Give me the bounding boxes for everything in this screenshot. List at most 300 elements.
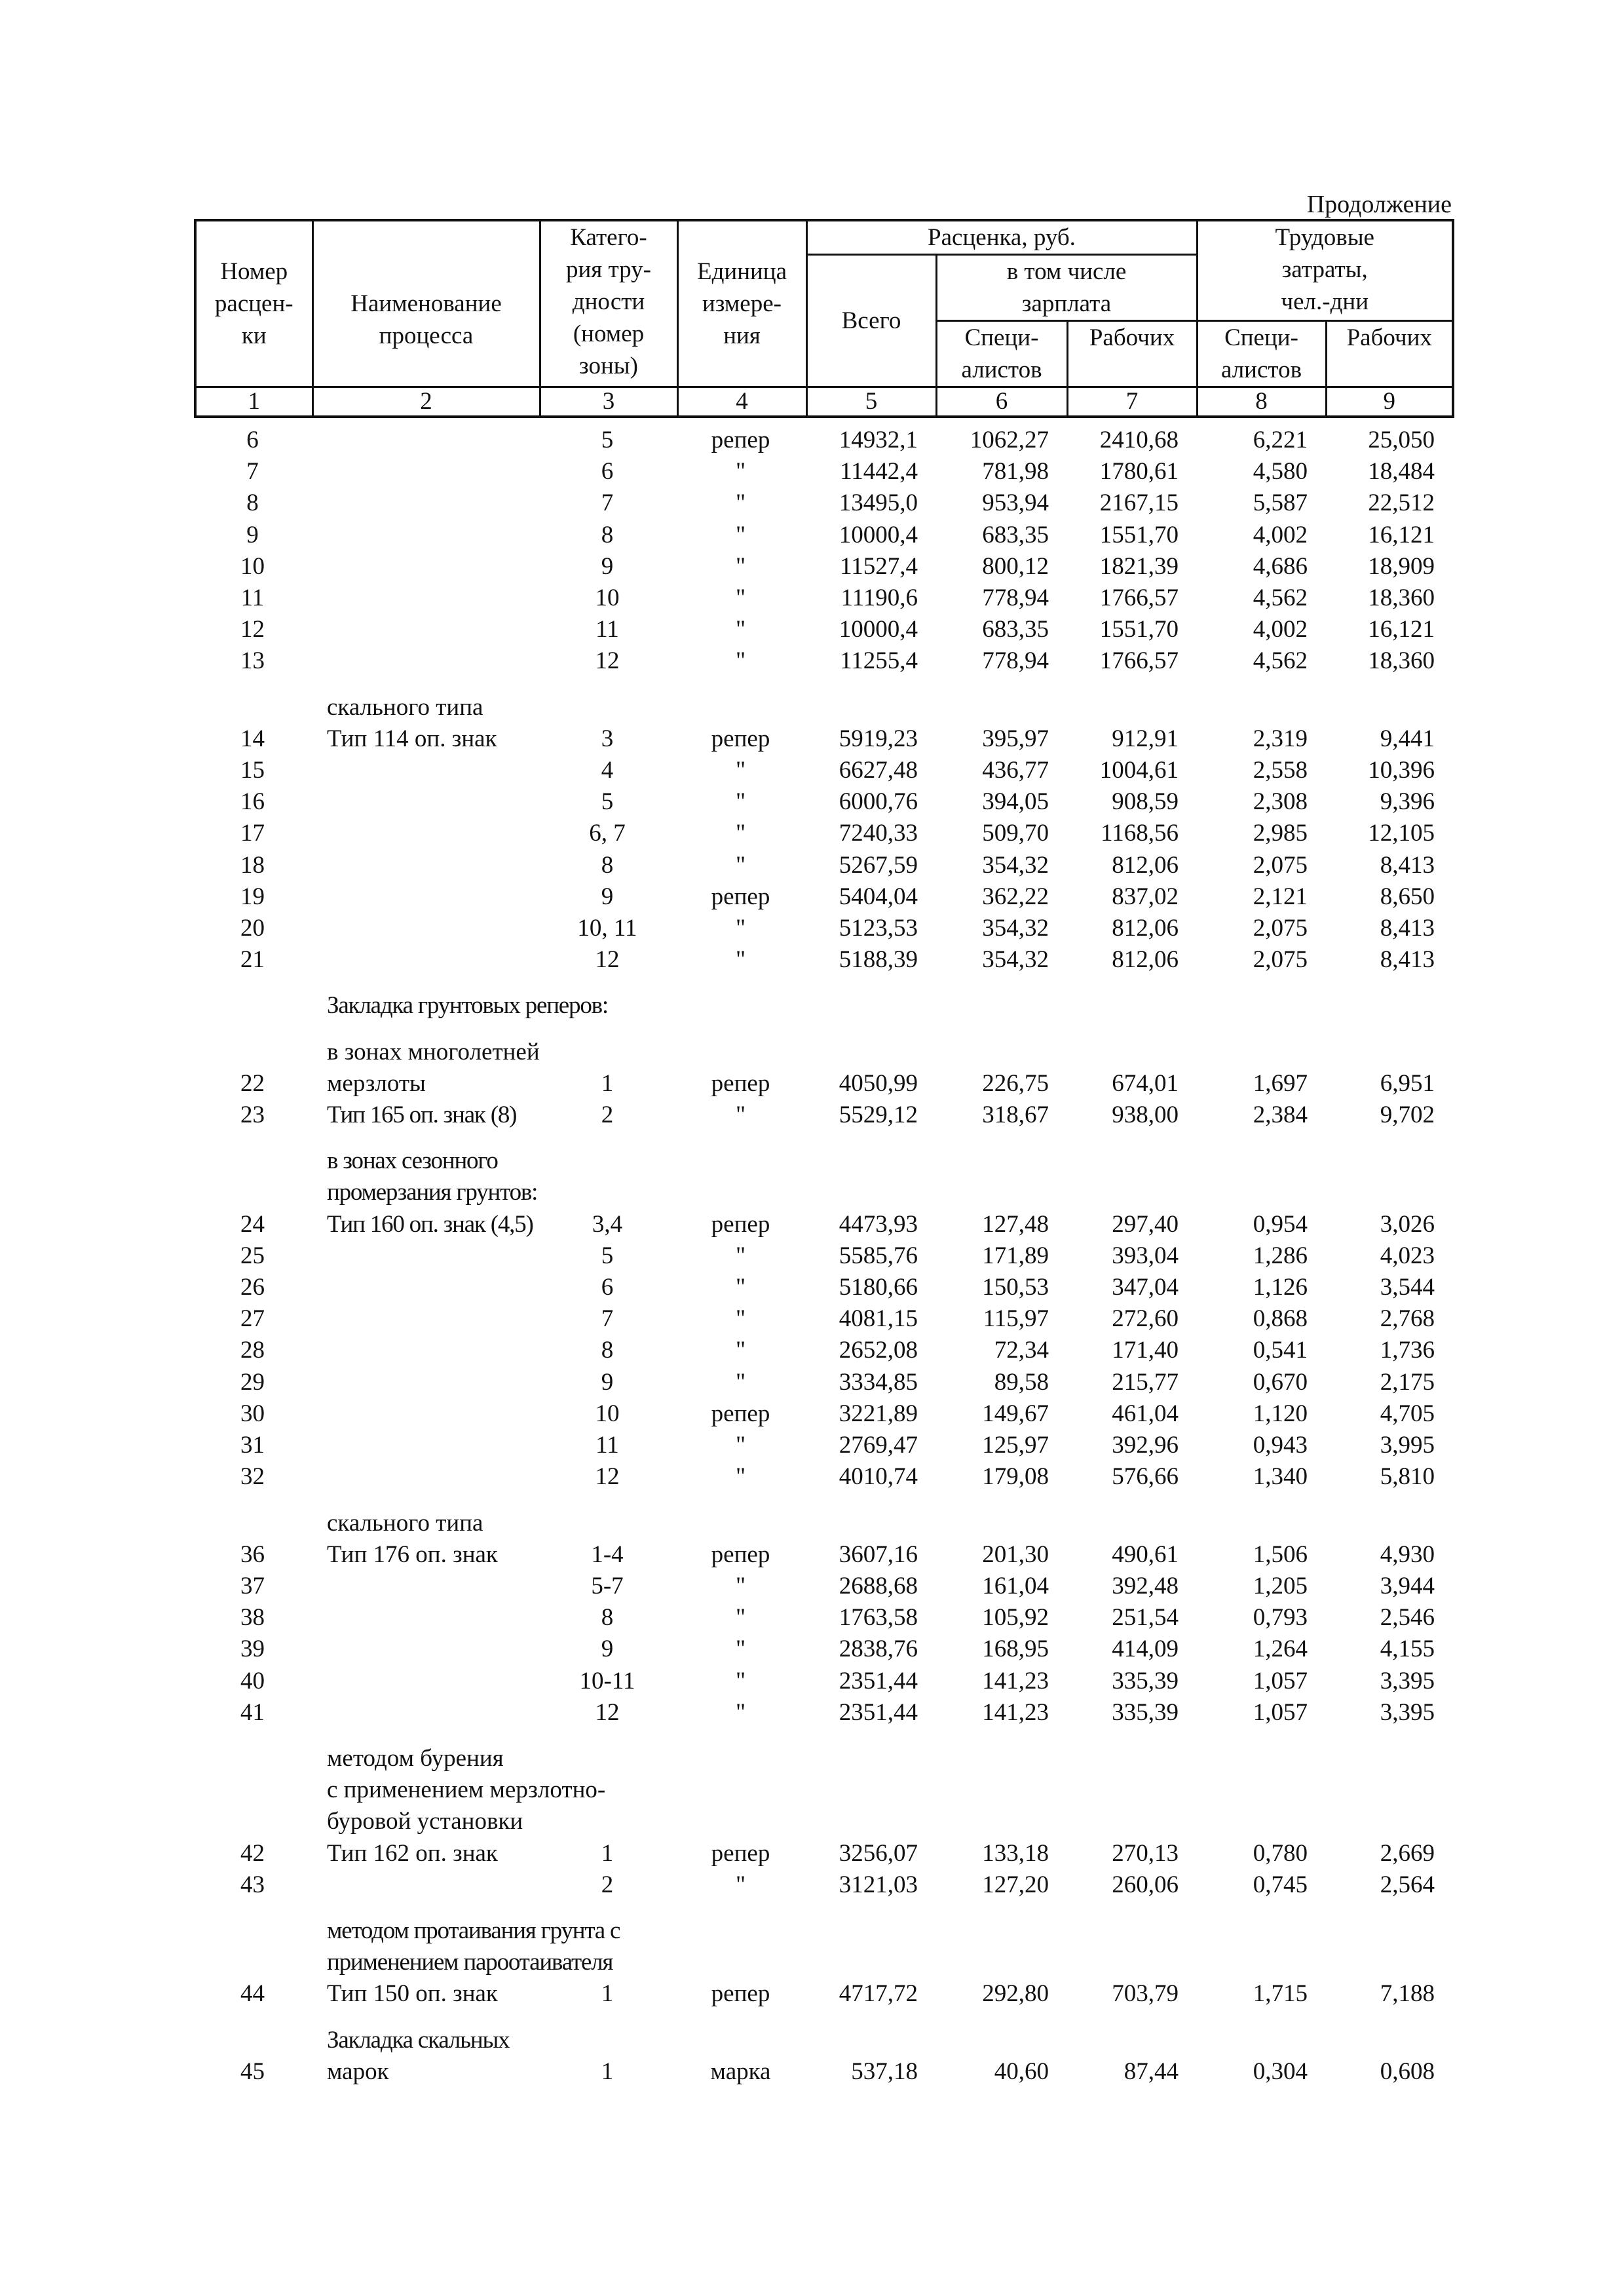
labor-specialists: 4,562: [1253, 584, 1308, 612]
wage-workers: 837,02: [1112, 883, 1179, 910]
rate-number: 16: [240, 788, 265, 816]
wage-workers: 490,61: [1112, 1540, 1179, 1568]
unit-of-measure: ": [735, 647, 746, 675]
price-total: 3607,16: [839, 1540, 918, 1568]
labor-specialists: 0,541: [1253, 1337, 1308, 1364]
unit-of-measure: репер: [711, 427, 770, 453]
labor-specialists: 6,221: [1253, 427, 1308, 453]
page-content: [194, 190, 1452, 2088]
section-note: скального типа: [327, 693, 483, 721]
table-row: [194, 551, 1452, 583]
labor-workers: 12,105: [1368, 820, 1435, 847]
wage-workers: 461,04: [1112, 1400, 1179, 1427]
header-unit: Единица измере- ния: [677, 220, 806, 387]
process-name: Тип 160 оп. знак (4,5): [327, 1210, 533, 1238]
wage-workers: 703,79: [1112, 1980, 1179, 2008]
unit-of-measure: ": [735, 1698, 746, 1726]
colnum: 1: [195, 387, 312, 417]
wage-specialists: 362,22: [982, 883, 1049, 910]
process-name: Тип 165 оп. знак (8): [327, 1101, 517, 1129]
process-name: [311, 755, 538, 786]
process-name: [311, 1461, 538, 1493]
labor-workers: 18,909: [1368, 552, 1435, 580]
labor-workers: 7,188: [1380, 1980, 1435, 2008]
price-total: 2688,68: [839, 1572, 918, 1599]
wage-specialists: 171,89: [982, 1242, 1049, 1269]
difficulty-category: 7: [601, 489, 614, 517]
unit-of-measure: ": [735, 616, 746, 643]
unit-of-measure: ": [735, 1463, 746, 1491]
table-row: [194, 1398, 1452, 1430]
labor-workers: 9,396: [1380, 788, 1435, 816]
wage-specialists: 778,94: [982, 584, 1049, 612]
labor-workers: 18,484: [1368, 458, 1435, 486]
table-row: [194, 645, 1452, 677]
spacer-row: [194, 976, 1452, 990]
difficulty-category: 6: [601, 458, 614, 486]
spacer-row: [194, 2010, 1452, 2025]
wage-workers: 270,13: [1112, 1839, 1179, 1867]
labor-workers: 3,544: [1380, 1274, 1435, 1301]
price-total: 5404,04: [839, 883, 918, 910]
labor-specialists: 0,868: [1253, 1305, 1308, 1333]
price-total: 6627,48: [839, 757, 918, 784]
price-total: 2838,76: [839, 1636, 918, 1663]
wage-workers: 1551,70: [1099, 616, 1179, 643]
difficulty-category: 9: [601, 1368, 614, 1396]
labor-specialists: 1,506: [1253, 1540, 1308, 1568]
price-total: 11527,4: [840, 552, 918, 580]
difficulty-category: 2: [601, 1101, 614, 1129]
process-name: [311, 1571, 538, 1602]
labor-specialists: 1,120: [1253, 1400, 1308, 1427]
wage-workers: 2167,15: [1099, 489, 1179, 517]
table-row: [194, 456, 1452, 488]
labor-workers: 2,564: [1380, 1871, 1435, 1898]
unit-of-measure: ": [735, 1274, 746, 1301]
labor-workers: 22,512: [1368, 489, 1435, 517]
wage-specialists: 778,94: [982, 647, 1049, 675]
wage-workers: 1821,39: [1099, 552, 1179, 580]
price-total: 11442,4: [840, 458, 918, 486]
price-total: 4010,74: [839, 1463, 918, 1491]
rate-number: 23: [240, 1101, 265, 1129]
colnum: 8: [1197, 387, 1326, 417]
colnum: 6: [936, 387, 1067, 417]
wage-specialists: 292,80: [982, 1980, 1049, 2008]
labor-specialists: 2,121: [1253, 883, 1308, 910]
rate-number: 40: [240, 1667, 265, 1694]
wage-workers: 1168,56: [1101, 820, 1179, 847]
price-total: 3256,07: [839, 1839, 918, 1867]
table-row: [194, 786, 1452, 818]
labor-workers: 2,669: [1380, 1839, 1435, 1867]
labor-specialists: 2,558: [1253, 757, 1308, 784]
difficulty-category: 10: [595, 584, 620, 612]
difficulty-category: 9: [601, 1636, 614, 1663]
price-total: 3221,89: [839, 1400, 918, 1427]
table-row: [194, 1303, 1452, 1335]
wage-specialists: 781,98: [982, 458, 1049, 486]
wage-specialists: 89,58: [994, 1368, 1049, 1396]
table-row: [194, 1602, 1452, 1634]
table-row: [194, 1367, 1452, 1398]
table-row: [194, 1335, 1452, 1366]
wage-workers: 392,48: [1112, 1572, 1179, 1599]
header-labor-spec: Специ- алистов: [1197, 321, 1326, 387]
wage-specialists: 354,32: [982, 946, 1049, 974]
rate-number: 25: [240, 1242, 265, 1269]
difficulty-category: 8: [601, 521, 614, 548]
labor-specialists: 1,340: [1253, 1463, 1308, 1491]
price-total: 11190,6: [840, 584, 918, 612]
labor-workers: 2,546: [1380, 1604, 1435, 1632]
process-name: [311, 551, 538, 583]
spacer-row: [194, 1131, 1452, 1145]
process-name: [311, 1697, 538, 1729]
difficulty-category: 8: [601, 1604, 614, 1632]
colnum: 4: [677, 387, 806, 417]
difficulty-category: 2: [601, 1871, 614, 1898]
difficulty-category: 5: [601, 427, 614, 453]
price-total: 5188,39: [839, 946, 918, 974]
process-name: [311, 1666, 538, 1697]
wage-workers: 297,40: [1112, 1210, 1179, 1238]
difficulty-category: 3: [601, 725, 614, 752]
unit-of-measure: ": [735, 915, 746, 942]
difficulty-category: 12: [595, 1698, 620, 1726]
rate-number: 19: [240, 883, 265, 910]
table-row: [194, 1869, 1452, 1901]
difficulty-category: 5: [601, 1242, 614, 1269]
process-name: [311, 786, 538, 818]
wage-workers: 272,60: [1112, 1305, 1179, 1333]
unit-of-measure: ": [735, 1101, 746, 1129]
labor-workers: 18,360: [1368, 647, 1435, 675]
labor-workers: 2,768: [1380, 1305, 1435, 1333]
price-total: 5919,23: [839, 725, 918, 752]
wage-workers: 1766,57: [1099, 584, 1179, 612]
price-total: 5180,66: [839, 1274, 918, 1301]
unit-of-measure: ": [735, 788, 746, 816]
wage-specialists: 201,30: [982, 1540, 1049, 1568]
unit-of-measure: ": [735, 1337, 746, 1364]
wage-workers: 812,06: [1112, 851, 1179, 879]
header-work: Рабочих: [1067, 321, 1197, 387]
difficulty-category: 8: [601, 1337, 614, 1364]
wage-specialists: 800,12: [982, 552, 1049, 580]
section-note: буровой установки: [327, 1808, 523, 1835]
rate-number: 43: [240, 1871, 265, 1898]
wage-specialists: 395,97: [982, 725, 1049, 752]
unit-of-measure: ": [735, 552, 746, 580]
header-labor-work: Рабочих: [1326, 321, 1453, 387]
labor-specialists: 1,205: [1253, 1572, 1308, 1599]
table-row: [194, 2056, 1452, 2088]
process-name: [311, 645, 538, 677]
labor-specialists: 1,057: [1253, 1698, 1308, 1726]
difficulty-category: 5: [601, 788, 614, 816]
section-note: в зонах многолетней: [327, 1038, 540, 1065]
table-row: [194, 1240, 1452, 1272]
labor-workers: 25,050: [1368, 427, 1435, 453]
difficulty-category: 4: [601, 757, 614, 784]
unit-of-measure: ": [735, 489, 746, 517]
rate-number: 38: [240, 1604, 265, 1632]
unit-of-measure: ": [735, 1242, 746, 1269]
table-row: [194, 488, 1452, 519]
difficulty-category: 11: [595, 616, 619, 643]
section-note-row: [194, 2025, 1452, 2056]
wage-specialists: 150,53: [982, 1274, 1049, 1301]
price-total: 3334,85: [839, 1368, 918, 1396]
labor-specialists: 0,304: [1253, 2057, 1308, 2085]
colnum: 5: [806, 387, 936, 417]
rate-number: 39: [240, 1636, 265, 1663]
labor-specialists: 1,126: [1253, 1274, 1308, 1301]
section-note: Закладка скальных: [327, 2026, 510, 2054]
process-name: [311, 913, 538, 944]
process-name: [311, 583, 538, 614]
rate-number: 20: [240, 915, 265, 942]
wage-workers: 908,59: [1112, 788, 1179, 816]
labor-workers: 9,702: [1380, 1101, 1435, 1129]
process-name: [311, 850, 538, 881]
wage-specialists: 141,23: [982, 1667, 1049, 1694]
labor-specialists: 4,002: [1253, 616, 1308, 643]
rate-number: 24: [240, 1210, 265, 1238]
header-incl: в том числе зарплата: [936, 255, 1197, 321]
unit-of-measure: репер: [711, 1400, 770, 1427]
wage-specialists: 72,34: [994, 1337, 1049, 1364]
spacer-row: [194, 1493, 1452, 1508]
difficulty-category: 10-11: [579, 1667, 635, 1694]
table-row: [194, 1634, 1452, 1665]
wage-workers: 335,39: [1112, 1698, 1179, 1726]
wage-workers: 1004,61: [1099, 757, 1179, 784]
table-row: [194, 583, 1452, 614]
wage-workers: 1766,57: [1099, 647, 1179, 675]
difficulty-category: 11: [595, 1432, 619, 1459]
labor-specialists: 4,580: [1253, 458, 1308, 486]
process-name: Тип 176 оп. знак: [327, 1540, 498, 1568]
labor-specialists: 2,308: [1253, 788, 1308, 816]
table-row: [194, 850, 1452, 881]
rate-number: 9: [246, 521, 259, 548]
labor-workers: 3,395: [1380, 1698, 1435, 1726]
labor-workers: 4,705: [1380, 1400, 1435, 1427]
labor-specialists: 0,780: [1253, 1839, 1308, 1867]
wage-specialists: 354,32: [982, 851, 1049, 879]
difficulty-category: 10, 11: [577, 915, 637, 942]
difficulty-category: 8: [601, 851, 614, 879]
table-row: [194, 520, 1452, 551]
wage-specialists: 436,77: [982, 757, 1049, 784]
labor-workers: 16,121: [1368, 616, 1435, 643]
wage-specialists: 179,08: [982, 1463, 1049, 1491]
labor-specialists: 1,286: [1253, 1242, 1308, 1269]
section-note: скального типа: [327, 1509, 483, 1537]
labor-workers: 9,441: [1380, 725, 1435, 752]
difficulty-category: 1: [601, 1839, 614, 1867]
process-name: [311, 1367, 538, 1398]
wage-specialists: 953,94: [982, 489, 1049, 517]
labor-workers: 4,155: [1380, 1636, 1435, 1663]
labor-specialists: 0,943: [1253, 1432, 1308, 1459]
price-total: 5585,76: [839, 1242, 918, 1269]
rate-number: 36: [240, 1540, 265, 1568]
colnum: 3: [540, 387, 677, 417]
wage-specialists: 141,23: [982, 1698, 1049, 1726]
labor-workers: 3,395: [1380, 1667, 1435, 1694]
table-row: [194, 818, 1452, 849]
wage-workers: 251,54: [1112, 1604, 1179, 1632]
process-name: Тип 114 оп. знак: [327, 725, 497, 752]
continuation-label: Продолжение: [1306, 191, 1452, 218]
unit-of-measure: репер: [711, 1540, 770, 1568]
price-total: 2351,44: [839, 1667, 918, 1694]
process-name: [311, 1602, 538, 1634]
labor-specialists: 1,715: [1253, 1980, 1308, 2008]
rate-number: 8: [246, 489, 259, 517]
section-note-row: [194, 1145, 1452, 1177]
difficulty-category: 1: [601, 1069, 614, 1097]
process-name: Тип 162 оп. знак: [327, 1839, 498, 1867]
table-row: [194, 1571, 1452, 1602]
section-note-row: [194, 692, 1452, 723]
table-row: [194, 755, 1452, 786]
labor-specialists: 1,697: [1253, 1069, 1308, 1097]
table-row: [194, 913, 1452, 944]
rate-number: 13: [240, 647, 265, 675]
table-row: [194, 1666, 1452, 1697]
unit-of-measure: ": [735, 1667, 746, 1694]
labor-specialists: 0,954: [1253, 1210, 1308, 1238]
header-name: Наименование процесса: [312, 220, 540, 387]
table-row: [194, 1430, 1452, 1461]
labor-specialists: 1,264: [1253, 1636, 1308, 1663]
wage-specialists: 115,97: [983, 1305, 1049, 1333]
section-note-row: [194, 1915, 1452, 1947]
spacer-row: [194, 678, 1452, 692]
wage-workers: 812,06: [1112, 946, 1179, 974]
rate-number: 31: [240, 1432, 265, 1459]
wage-workers: 260,06: [1112, 1871, 1179, 1898]
wage-specialists: 683,35: [982, 616, 1049, 643]
wage-workers: 393,04: [1112, 1242, 1179, 1269]
price-total: 5529,12: [839, 1101, 918, 1129]
wage-workers: 2410,68: [1099, 427, 1179, 453]
process-name: [311, 1303, 538, 1335]
difficulty-category: 7: [601, 1305, 614, 1333]
process-name: [311, 1634, 538, 1665]
rate-number: 42: [240, 1839, 265, 1867]
process-name: Тип 150 оп. знак: [327, 1980, 498, 2008]
section-note: методом бурения: [327, 1744, 504, 1772]
unit-of-measure: репер: [711, 1839, 770, 1867]
header-num: Номер расцен- ки: [195, 220, 312, 387]
unit-of-measure: репер: [711, 725, 770, 752]
table-body: [194, 418, 1452, 2088]
price-total: 7240,33: [839, 820, 918, 847]
labor-specialists: 4,002: [1253, 521, 1308, 548]
colnum: 7: [1067, 387, 1197, 417]
unit-of-measure: репер: [711, 1980, 770, 2008]
wage-specialists: 168,95: [982, 1636, 1049, 1663]
process-name: [311, 1430, 538, 1461]
difficulty-category: 1: [601, 2057, 614, 2085]
difficulty-category: 12: [595, 647, 620, 675]
rate-number: 41: [240, 1698, 265, 1726]
rate-number: 14: [240, 725, 265, 752]
table-row: [194, 1209, 1452, 1240]
labor-workers: 2,175: [1380, 1368, 1435, 1396]
process-name: марок: [327, 2057, 389, 2085]
process-name: [311, 614, 538, 645]
table-row: [194, 1068, 1452, 1100]
labor-specialists: 0,793: [1253, 1604, 1308, 1632]
section-note: применением пароотаивателя: [327, 1949, 613, 1976]
header-column-numbers: [195, 387, 1453, 417]
process-name: [311, 1398, 538, 1430]
labor-specialists: 2,075: [1253, 851, 1308, 879]
section-note: методом протаивания грунта с: [327, 1917, 620, 1944]
labor-workers: 8,413: [1380, 946, 1435, 974]
table-row: [194, 425, 1452, 456]
rate-number: 37: [240, 1572, 265, 1599]
section-note-row: [194, 1806, 1452, 1837]
rate-number: 30: [240, 1400, 265, 1427]
price-total: 4473,93: [839, 1210, 918, 1238]
process-name: [311, 1272, 538, 1303]
wage-specialists: 354,32: [982, 915, 1049, 942]
labor-workers: 3,026: [1380, 1210, 1435, 1238]
section-note-row: [194, 1037, 1452, 1068]
wage-workers: 1780,61: [1099, 458, 1179, 486]
difficulty-category: 5-7: [591, 1572, 624, 1599]
price-total: 1763,58: [839, 1604, 918, 1632]
labor-workers: 6,951: [1380, 1069, 1435, 1097]
difficulty-category: 6, 7: [589, 820, 626, 847]
process-name: [311, 456, 538, 488]
difficulty-category: 3,4: [592, 1210, 623, 1238]
rate-number: 15: [240, 757, 265, 784]
section-note-row: [194, 990, 1452, 1022]
rate-number: 17: [240, 820, 265, 847]
unit-of-measure: ": [735, 584, 746, 612]
section-note-row: [194, 1774, 1452, 1806]
rate-number: 21: [240, 946, 265, 974]
unit-of-measure: ": [735, 1871, 746, 1898]
rate-number: 44: [240, 1980, 265, 2008]
section-note: промерзания грунтов:: [327, 1179, 538, 1206]
difficulty-category: 1: [601, 1980, 614, 2008]
price-total: 10000,4: [839, 521, 918, 548]
labor-workers: 3,995: [1380, 1432, 1435, 1459]
difficulty-category: 12: [595, 946, 620, 974]
wage-workers: 347,04: [1112, 1274, 1179, 1301]
price-total: 4081,15: [839, 1305, 918, 1333]
process-name: [311, 1335, 538, 1366]
wage-specialists: 127,48: [982, 1210, 1049, 1238]
labor-workers: 10,396: [1368, 757, 1435, 784]
rate-number: 45: [240, 2057, 265, 2085]
wage-specialists: 40,60: [994, 2057, 1049, 2085]
header-category: Катего- рия тру- дности (номер зоны): [540, 220, 677, 387]
difficulty-category: 10: [595, 1400, 620, 1427]
unit-of-measure: репер: [711, 1210, 770, 1238]
labor-specialists: 2,985: [1253, 820, 1308, 847]
